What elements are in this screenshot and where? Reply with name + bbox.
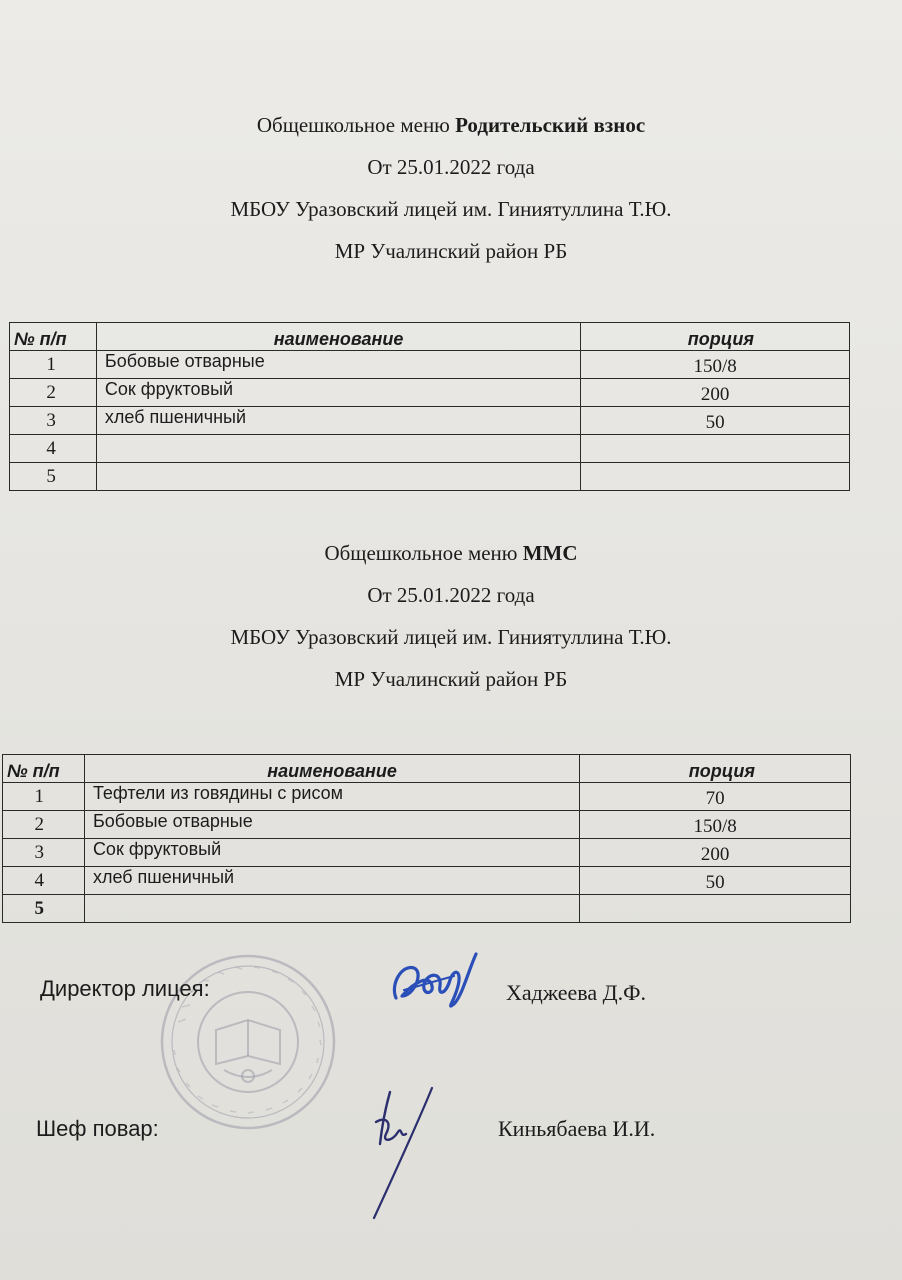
table-row [3,839,851,867]
row-number: 1 [10,351,97,379]
chef-label: Шеф повар: [36,1116,159,1141]
dish-name: Бобовые отварные [96,351,580,379]
row-number: 4 [3,867,85,895]
row-number: 1 [3,783,85,811]
table-row [3,895,851,923]
director-label: Директор лицея: [40,976,210,1001]
row-number: 3 [3,839,85,867]
row-number: 2 [10,379,97,407]
column-header-number: № п/п [3,755,85,783]
row-number: 3 [10,407,97,435]
table-row [3,811,851,839]
dish-portion: 50 [581,407,850,435]
dish-portion: 150/8 [580,811,851,839]
dish-name: Бобовые отварные [84,811,579,839]
table-row [10,435,850,463]
column-header-portion: порция [581,323,850,351]
dish-portion: 150/8 [581,351,850,379]
dish-portion: 200 [580,839,851,867]
menu-2-heading [0,532,902,700]
row-number: 5 [3,895,85,923]
dish-name: хлеб пшеничный [84,867,579,895]
dish-portion [581,463,850,491]
column-header-name: наименование [84,755,579,783]
menu-1-title: Общешкольное меню Родительский взнос [256,113,646,137]
menu-1-district: МР Учалинский район РБ [334,239,568,263]
table-row [10,407,850,435]
dish-portion [580,895,851,923]
menu-2-date: От 25.01.2022 года [367,583,535,607]
dish-name: Тефтели из говядины с рисом [84,783,579,811]
menu-2-school: МБОУ Уразовский лицей им. Гиниятуллина Т.Ю. [230,625,672,649]
dish-name [96,435,580,463]
column-header-portion: порция [580,755,851,783]
row-number: 2 [3,811,85,839]
menu-2-title: Общешкольное меню ММС [324,541,578,565]
menu-1-school: МБОУ Уразовский лицей им. Гиниятуллина Т.Ю. [230,197,672,221]
menu-1-table [9,322,850,491]
dish-name: хлеб пшеничный [96,407,580,435]
table-row [10,379,850,407]
table-header-row [3,755,851,783]
dish-portion: 200 [581,379,850,407]
dish-name: Сок фруктовый [84,839,579,867]
table-row [10,351,850,379]
dish-name [84,895,579,923]
menu-1-date: От 25.01.2022 года [367,155,535,179]
menu-1-heading [0,104,902,272]
chef-name: Киньябаева И.И. [498,1116,656,1141]
column-header-name: наименование [96,323,580,351]
dish-portion [581,435,850,463]
menu-2-table [2,754,851,923]
dish-name: Сок фруктовый [96,379,580,407]
dish-name [96,463,580,491]
dish-portion: 50 [580,867,851,895]
column-header-number: № п/п [10,323,97,351]
director-name: Хаджеева Д.Ф. [506,980,647,1005]
row-number: 4 [10,435,97,463]
chef-signature-icon [352,1082,442,1224]
director-signature-icon [384,942,484,1012]
menu-2-district: МР Учалинский район РБ [334,667,568,691]
table-header-row [10,323,850,351]
row-number: 5 [10,463,97,491]
table-row [10,463,850,491]
table-row [3,867,851,895]
table-row [3,783,851,811]
dish-portion: 70 [580,783,851,811]
